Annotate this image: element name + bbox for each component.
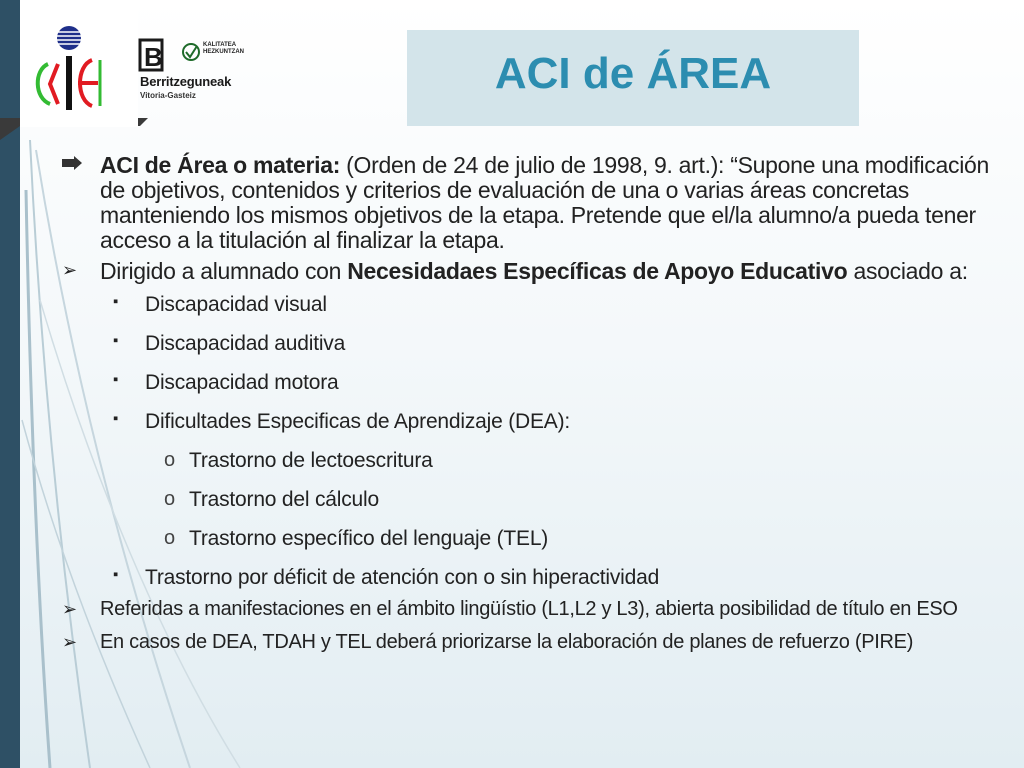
square-bullet-icon: ▪	[113, 371, 119, 388]
svg-text:B: B	[144, 42, 163, 72]
list-item-text: Trastorno del cálculo	[189, 488, 379, 511]
triangle-bullet-icon: ➢	[62, 260, 78, 280]
hezkuntzan-label: HEZKUNTZAN	[203, 49, 244, 55]
list-item-text: Dificultades Especificas de Aprendizaje (DEA):	[145, 410, 571, 433]
list-item	[56, 410, 1006, 434]
list-item-text: Trastorno de lectoescritura	[189, 449, 433, 472]
list-item-text: Discapacidad auditiva	[145, 332, 346, 355]
title-banner	[407, 30, 859, 126]
square-bullet-icon: ▪	[113, 566, 119, 583]
list-item	[56, 488, 1006, 512]
referidas-text: Referidas a manifestaciones en el ámbito lingüístio (L1,L2 y L3), abierta posibilidad de título en ESO	[100, 598, 958, 620]
triangle-bullet-icon: ➢	[62, 599, 78, 619]
list-item	[56, 293, 1006, 317]
list-item	[56, 449, 1006, 473]
aci-definition-label: ACI de Área o materia:	[100, 152, 341, 178]
list-item-text: Trastorno específico del lenguaje (TEL)	[189, 527, 549, 550]
list-item-text: Discapacidad motora	[145, 371, 339, 394]
left-accent-bar	[0, 0, 20, 768]
ihe-logo-icon	[20, 0, 138, 127]
list-item	[56, 332, 1006, 356]
bullet-casos-dea	[56, 631, 1006, 654]
berritzeguneak-b-icon	[136, 30, 258, 114]
arrow-bullet-icon	[62, 156, 82, 170]
bullet-dirigido	[56, 259, 1006, 284]
slide-title: ACI de ÁREA	[494, 49, 772, 98]
circle-bullet-icon: o	[164, 527, 176, 549]
list-item	[56, 371, 1006, 395]
casos-dea-text: En casos de DEA, TDAH y TEL deberá priorizarse la elaboración de planes de refuerzo (PIRE)	[100, 631, 914, 653]
kalitatea-label: KALITATEA	[203, 42, 237, 48]
circle-bullet-icon: o	[164, 449, 176, 471]
partner-name: Berritzeguneak	[140, 74, 232, 89]
dirigido-text-bold: Necesidadaes Específicas de Apoyo Educativo	[347, 258, 848, 284]
list-item-text: Trastorno por déficit de atención con o sin hiperactividad	[145, 566, 660, 589]
list-item	[56, 527, 1006, 551]
partner-subtitle: Vitoria-Gasteiz	[140, 91, 196, 100]
circle-bullet-icon: o	[164, 488, 176, 510]
square-bullet-icon: ▪	[113, 332, 119, 349]
aci-definition-text: (Orden de 24 de julio de 1998, 9. art.): “Supone una modificación de objetivos, contenidos y criterios de evaluación de una o varias áreas concretas manteniendo los mismos objetivos de la etapa. Pretende que el/la alumno/a pueda tener acceso a la titulación al finalizar la etapa.	[100, 152, 989, 253]
dirigido-text-post: asociado a:	[847, 258, 968, 284]
berritzeguneak-logo	[136, 30, 258, 114]
bullet-referidas	[56, 598, 1006, 621]
ihe-logo	[20, 0, 138, 127]
square-bullet-icon: ▪	[113, 410, 119, 427]
list-item	[56, 566, 1006, 590]
bullet-aci-definition	[56, 153, 1006, 253]
slide-content	[56, 153, 1006, 654]
triangle-bullet-icon: ➢	[62, 632, 78, 652]
dirigido-text-pre: Dirigido a alumnado con	[100, 258, 348, 284]
square-bullet-icon: ▪	[113, 293, 119, 310]
list-item-text: Discapacidad visual	[145, 293, 327, 316]
